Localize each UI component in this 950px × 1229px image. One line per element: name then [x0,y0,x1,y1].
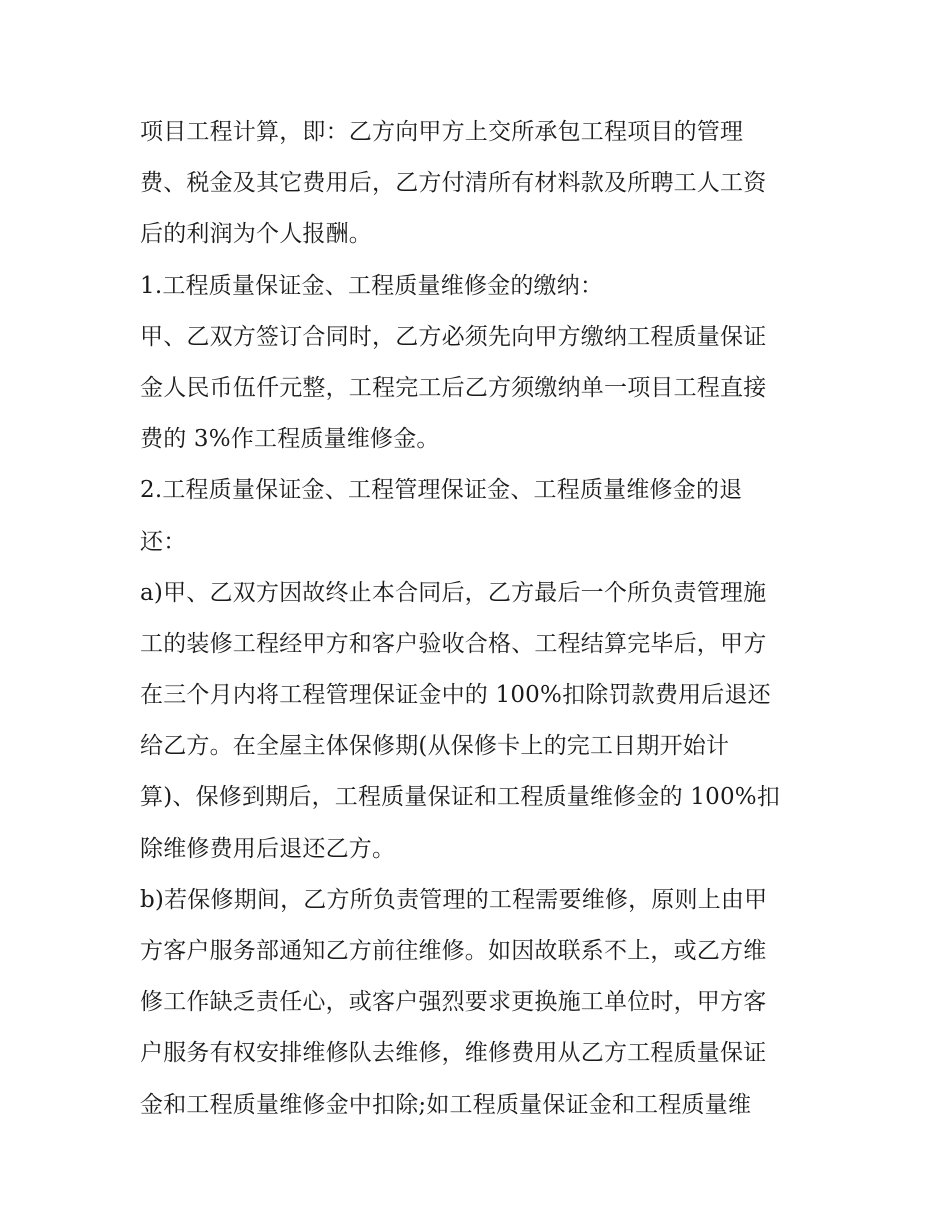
clause-a-line: 工的装修工程经甲方和客户验收合格、工程结算完毕后，甲方 [140,630,767,657]
text-line: 甲、乙双方签订合同时，乙方必须先向甲方缴纳工程质量保证 [140,323,767,350]
section-heading-2-cont: 还： [140,528,187,555]
clause-a-line: 除维修费用后退还乙方。 [140,835,396,862]
clause-a-line: 给乙方。在全屋主体保修期(从保修卡上的完工日期开始计 [140,733,730,760]
text-line: 费、税金及其它费用后，乙方付清所有材料款及所聘工人工资 [140,170,767,197]
section-heading-2: 2.工程质量保证金、工程管理保证金、工程质量维修金的退 [140,477,743,504]
clause-a-line: a)甲、乙双方因故终止本合同后，乙方最后一个所负责管理施 [140,579,767,606]
clause-b-line: b)若保修期间，乙方所负责管理的工程需要维修，原则上由甲 [140,886,768,913]
text-line: 金人民币伍仟元整，工程完工后乙方须缴纳单一项目工程直接 [140,374,767,401]
section-heading-1: 1.工程质量保证金、工程质量维修金的缴纳： [140,272,604,299]
text-line: 项目工程计算，即：乙方向甲方上交所承包工程项目的管理 [140,119,744,145]
text-line: 费的 3%作工程质量维修金。 [140,426,440,453]
document-body [140,112,820,1136]
clause-b-line: 方客户服务部通知乙方前往维修。如因故联系不上，或乙方维 [140,938,767,964]
clause-b-line: 修工作缺乏责任心，或客户强烈要求更换施工单位时，甲方客 [140,989,767,1016]
clause-b-line: 户服务有权安排维修队去维修，维修费用从乙方工程质量保证 [140,1040,767,1067]
clause-a-line: 算)、保修到期后，工程质量保证和工程质量维修金的 100%扣 [140,784,781,811]
text-line: 后的利润为个人报酬。 [140,221,372,248]
clause-a-line: 在三个月内将工程管理保证金中的 100%扣除罚款费用后退还 [140,682,771,709]
clause-b-line: 金和工程质量维修金中扣除;如工程质量保证金和工程质量维 [140,1091,752,1118]
